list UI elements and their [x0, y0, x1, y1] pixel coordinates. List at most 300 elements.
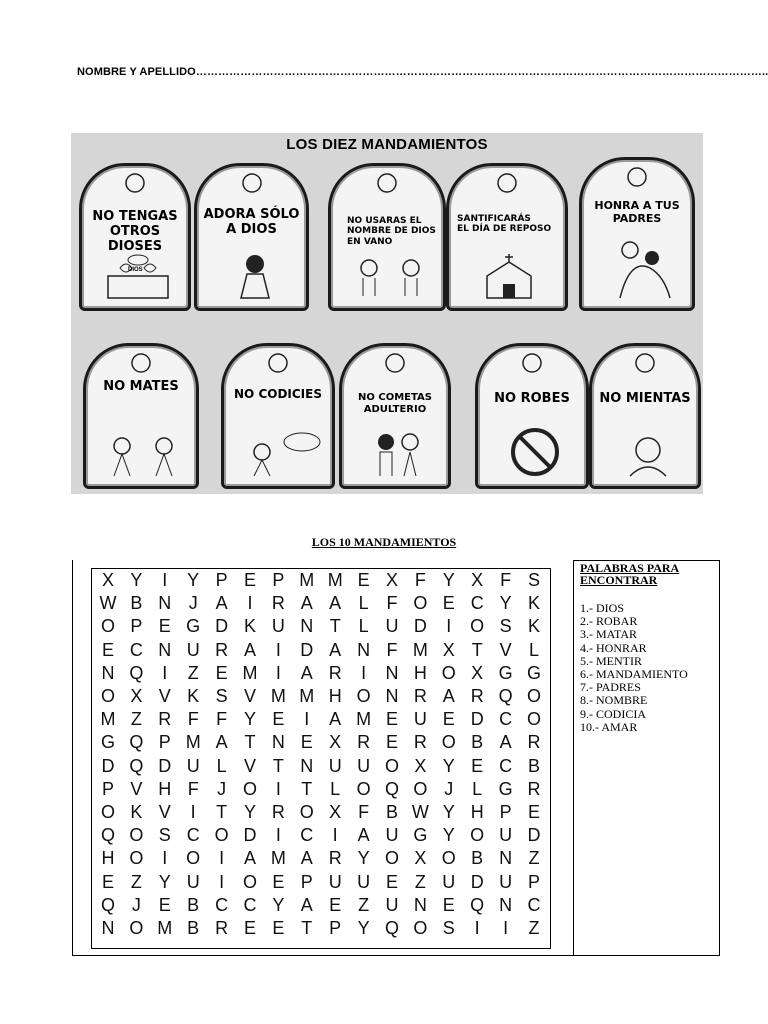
grid-letter[interactable]: N — [499, 894, 513, 915]
grid-letter[interactable]: E — [471, 755, 484, 776]
tablet-text: NO CODICIES — [234, 387, 322, 401]
grid-letter[interactable]: Z — [130, 871, 142, 892]
grid-letter[interactable]: A — [243, 639, 256, 660]
grid-letter[interactable]: Z — [130, 709, 142, 730]
grid-letter[interactable]: B — [471, 732, 484, 753]
word-item: 1.- DIOS — [580, 601, 624, 615]
grid-letter[interactable]: Y — [357, 848, 370, 869]
couple-icon — [350, 432, 446, 478]
grid-letter[interactable]: C — [215, 894, 229, 915]
grid-letter[interactable]: L — [216, 755, 227, 776]
grid-letter[interactable]: E — [385, 732, 398, 753]
grid-letter[interactable]: Q — [384, 918, 399, 938]
no-stealing-icon — [486, 426, 584, 478]
grid-letter[interactable]: U — [385, 616, 399, 637]
grid-letter[interactable]: C — [300, 825, 314, 846]
grid-letter[interactable]: Q — [384, 778, 399, 799]
grid-letter[interactable]: D — [470, 871, 484, 892]
grid-letter[interactable]: E — [272, 709, 285, 730]
grid-letter[interactable]: Q — [129, 755, 144, 776]
grid-letter[interactable]: H — [101, 848, 115, 869]
grid-letter[interactable]: U — [499, 871, 513, 892]
grid-letter[interactable]: E — [442, 894, 455, 915]
grid-letter[interactable]: U — [328, 871, 342, 892]
tablet-text: NO MIENTAS — [599, 391, 691, 406]
grid-letter[interactable]: Y — [442, 802, 455, 822]
grid-letter[interactable]: U — [442, 871, 456, 892]
grid-letter[interactable]: H — [413, 662, 427, 683]
grid-letter[interactable]: V — [243, 755, 256, 776]
grid-letter[interactable]: G — [413, 825, 428, 846]
word-item: 6.- MANDAMIENTO — [580, 667, 688, 681]
grid-letter[interactable]: A — [300, 662, 313, 683]
grid-letter[interactable]: J — [217, 778, 227, 799]
grid-letter[interactable]: I — [247, 593, 253, 614]
numeral-icon — [124, 172, 146, 194]
grid-letter[interactable]: D — [527, 825, 541, 846]
grid-letter[interactable]: C — [129, 639, 143, 660]
grid-letter[interactable]: C — [527, 894, 541, 915]
grid-letter[interactable]: U — [186, 871, 200, 892]
grid-letter[interactable]: U — [357, 755, 371, 776]
grid-letter[interactable]: Z — [528, 848, 540, 869]
grid-letter[interactable]: I — [275, 639, 281, 660]
grid-letter[interactable]: Q — [100, 825, 115, 846]
grid-letter[interactable]: O — [413, 778, 428, 799]
grid-letter[interactable]: F — [358, 802, 370, 822]
grid-letter[interactable]: T — [272, 755, 284, 776]
grid-letter[interactable]: O — [186, 848, 201, 869]
grid-letter[interactable]: Y — [243, 709, 256, 730]
tablet-8 — [339, 343, 451, 489]
grid-letter[interactable]: B — [187, 918, 200, 938]
grid-letter[interactable]: J — [444, 778, 454, 799]
grid-letter[interactable]: J — [131, 894, 141, 915]
grid-letter[interactable]: N — [158, 639, 172, 660]
grid-letter[interactable]: E — [101, 639, 114, 660]
grid-letter[interactable]: A — [215, 732, 228, 753]
grid-letter[interactable]: I — [162, 662, 168, 683]
grid-letter[interactable]: O — [214, 825, 229, 846]
grid-letter[interactable]: O — [299, 802, 314, 822]
grid-letter[interactable]: A — [442, 686, 455, 706]
tablet-10 — [589, 343, 701, 489]
grid-letter[interactable]: W — [411, 802, 429, 822]
grid-letter[interactable]: X — [414, 848, 427, 869]
grid-letter[interactable]: F — [500, 570, 512, 590]
tablet-text: HONRA A TUS PADRES — [594, 199, 680, 225]
grid-letter[interactable]: I — [332, 825, 338, 846]
grid-letter[interactable]: U — [499, 825, 513, 846]
grid-letter[interactable]: E — [357, 570, 370, 590]
hugging-family-icon — [590, 240, 690, 300]
grid-letter[interactable]: V — [243, 686, 256, 706]
grid-letter[interactable]: N — [101, 918, 115, 938]
grid-letter[interactable]: O — [356, 778, 371, 799]
grid-letter[interactable]: N — [271, 732, 285, 753]
grid-letter[interactable]: O — [129, 848, 144, 869]
grid-letter[interactable]: E — [329, 894, 342, 915]
grid-letter[interactable]: H — [328, 686, 342, 706]
grid-letter[interactable]: O — [413, 593, 428, 614]
grid-letter[interactable]: N — [300, 755, 314, 776]
grid-letter[interactable]: S — [158, 825, 171, 846]
children-talking-icon — [339, 254, 441, 300]
grid-letter[interactable]: E — [385, 709, 398, 730]
grid-letter[interactable]: F — [386, 639, 398, 660]
numeral-icon — [384, 352, 406, 374]
grid-letter[interactable]: J — [188, 593, 198, 614]
tablet-text: SANTIFICARÁS EL DÍA DE REPOSO — [457, 214, 552, 235]
grid-letter[interactable]: E — [243, 570, 256, 590]
grid-letter[interactable]: M — [185, 732, 201, 753]
grid-letter[interactable]: A — [499, 732, 512, 753]
grid-letter[interactable]: M — [327, 570, 343, 590]
grid-letter[interactable]: Q — [129, 732, 144, 753]
grid-letter[interactable]: P — [499, 802, 512, 822]
grid-letter[interactable]: D — [470, 709, 484, 730]
grid-letter[interactable]: O — [526, 709, 541, 730]
grid-letter[interactable]: A — [300, 848, 313, 869]
envious-child-icon — [232, 432, 330, 478]
grid-letter[interactable]: C — [470, 593, 484, 614]
grid-letter[interactable]: Y — [187, 570, 200, 590]
grid-letter[interactable]: A — [300, 894, 313, 915]
grid-letter[interactable]: K — [187, 686, 200, 706]
grid-letter[interactable]: F — [216, 709, 228, 730]
grid-letter[interactable]: E — [442, 593, 455, 614]
grid-letter[interactable]: E — [385, 871, 398, 892]
grid-letter[interactable]: L — [358, 616, 369, 637]
grid-letter[interactable]: M — [299, 570, 315, 590]
grid-letter[interactable]: E — [243, 918, 256, 938]
grid-letter[interactable]: I — [219, 848, 225, 869]
grid-letter[interactable]: A — [329, 709, 342, 730]
grid-letter[interactable]: Y — [357, 918, 370, 938]
grid-letter[interactable]: P — [527, 871, 540, 892]
grid-letter[interactable]: S — [527, 570, 540, 590]
grid-letter[interactable]: O — [441, 732, 456, 753]
grid-letter[interactable]: P — [300, 871, 313, 892]
grid-letter[interactable]: E — [442, 709, 455, 730]
grid-letter[interactable]: L — [358, 593, 369, 614]
grid-letter[interactable]: R — [215, 639, 229, 660]
grid-letter[interactable]: P — [329, 918, 342, 938]
numeral-icon — [241, 172, 263, 194]
grid-letter[interactable]: K — [527, 616, 540, 637]
altar-illustration-icon — [90, 254, 186, 300]
grid-letter[interactable]: I — [190, 802, 196, 822]
numeral-icon — [496, 172, 518, 194]
grid-letter[interactable]: N — [413, 894, 427, 915]
wordsearch-title: LOS 10 MANDAMIENTOS — [311, 535, 457, 549]
grid-letter[interactable]: O — [526, 686, 541, 706]
grid-letter[interactable]: Y — [442, 825, 455, 846]
grid-letter[interactable]: A — [215, 593, 228, 614]
grid-letter[interactable]: Z — [187, 662, 199, 683]
grid-letter[interactable]: B — [130, 593, 143, 614]
grid-letter[interactable]: Q — [498, 686, 513, 706]
grid-letter[interactable]: O — [242, 871, 257, 892]
grid-letter[interactable]: N — [357, 639, 371, 660]
grid-letter[interactable]: I — [361, 662, 367, 683]
grid-letter[interactable]: C — [186, 825, 200, 846]
grid-letter[interactable]: O — [470, 825, 485, 846]
grid-letter[interactable]: B — [527, 755, 540, 776]
grid-letter[interactable]: S — [499, 616, 512, 637]
grid-letter[interactable]: R — [215, 918, 229, 938]
commandments-poster — [71, 133, 703, 494]
grid-letter[interactable]: C — [499, 709, 513, 730]
grid-letter[interactable]: R — [158, 709, 172, 730]
grid-letter[interactable]: N — [385, 686, 399, 706]
numeral-icon — [267, 352, 289, 374]
grid-letter[interactable]: E — [272, 871, 285, 892]
grid-letter[interactable]: R — [357, 732, 371, 753]
grid-letter[interactable]: V — [499, 639, 512, 660]
grid-letter[interactable]: O — [441, 662, 456, 683]
grid-letter[interactable]: O — [356, 686, 371, 706]
grid-letter[interactable]: M — [270, 848, 286, 869]
grid-letter[interactable]: X — [101, 570, 114, 590]
grid-letter[interactable]: O — [470, 616, 485, 637]
grid-letter[interactable]: R — [527, 732, 541, 753]
grid-letter[interactable]: Z — [528, 918, 540, 938]
grid-letter[interactable]: N — [158, 593, 172, 614]
grid-letter[interactable]: N — [300, 616, 314, 637]
grid-letter[interactable]: S — [442, 918, 455, 938]
tablet-text: NO ROBES — [494, 391, 570, 406]
tablet-1 — [79, 163, 191, 311]
grid-letter[interactable]: O — [100, 802, 115, 822]
grid-letter[interactable]: U — [186, 755, 200, 776]
grid-letter[interactable]: T — [329, 616, 341, 637]
grid-letter[interactable]: Y — [130, 570, 143, 590]
grid-letter[interactable]: U — [186, 639, 200, 660]
lying-child-icon — [600, 432, 696, 478]
grid-letter[interactable]: T — [216, 802, 228, 822]
grid-letter[interactable]: D — [101, 755, 115, 776]
grid-letter[interactable]: T — [244, 732, 256, 753]
grid-letter[interactable]: U — [385, 894, 399, 915]
grid-letter[interactable]: E — [158, 894, 171, 915]
grid-letter[interactable]: M — [157, 918, 173, 938]
grid-letter[interactable]: I — [275, 662, 281, 683]
grid-letter[interactable]: W — [99, 593, 117, 614]
grid-letter[interactable]: R — [413, 686, 427, 706]
grid-letter[interactable]: E — [101, 871, 114, 892]
grid-letter[interactable]: U — [271, 616, 285, 637]
word-item: 9.- CODICIA — [580, 706, 646, 721]
grid-letter[interactable]: G — [100, 732, 115, 753]
word-item: 10.- AMAR — [580, 719, 638, 734]
grid-letter[interactable]: M — [242, 662, 258, 683]
children-fighting-icon — [94, 432, 194, 478]
grid-letter[interactable]: C — [243, 894, 257, 915]
grid-letter[interactable]: X — [471, 662, 484, 683]
grid-letter[interactable]: Z — [358, 894, 370, 915]
church-icon — [457, 254, 563, 300]
grid-letter[interactable]: G — [186, 616, 201, 637]
grid-letter[interactable]: B — [385, 802, 398, 822]
grid-letter[interactable]: Q — [100, 894, 115, 915]
grid-letter[interactable]: X — [442, 639, 455, 660]
grid-letter[interactable]: U — [357, 871, 371, 892]
grid-letter[interactable]: A — [243, 848, 256, 869]
grid-letter[interactable]: P — [215, 570, 228, 590]
grid-letter[interactable]: D — [215, 616, 229, 637]
grid-letter[interactable]: D — [243, 825, 257, 846]
grid-letter[interactable]: F — [187, 778, 199, 799]
grid-letter[interactable]: O — [242, 778, 257, 799]
grid-letter[interactable]: I — [162, 570, 168, 590]
grid-letter[interactable]: M — [412, 639, 428, 660]
grid-letter[interactable]: Y — [442, 570, 455, 590]
grid-letter[interactable]: N — [101, 662, 115, 683]
grid-letter[interactable]: X — [329, 732, 342, 753]
grid-letter[interactable]: X — [385, 570, 398, 590]
tablet-text: ADORA SÓLO A DIOS — [203, 207, 300, 237]
grid-letter[interactable]: U — [328, 755, 342, 776]
grid-letter[interactable]: R — [271, 802, 285, 822]
grid-letter[interactable]: K — [527, 593, 540, 614]
grid-letter[interactable]: U — [385, 825, 399, 846]
grid-letter[interactable]: T — [301, 918, 313, 938]
grid-letter[interactable]: I — [446, 616, 452, 637]
grid-letter[interactable]: A — [329, 593, 342, 614]
grid-letter[interactable]: D — [158, 755, 172, 776]
grid-letter[interactable]: O — [100, 616, 115, 637]
grid-letter[interactable]: Y — [272, 894, 285, 915]
grid-letter[interactable]: F — [414, 570, 426, 590]
grid-letter[interactable]: O — [413, 918, 428, 938]
grid-letter[interactable]: T — [471, 639, 483, 660]
grid-letter[interactable]: I — [219, 871, 225, 892]
grid-letter[interactable]: U — [413, 709, 427, 730]
tablet-5 — [579, 157, 695, 311]
grid-letter[interactable]: X — [471, 570, 484, 590]
grid-letter[interactable]: H — [158, 778, 172, 799]
grid-letter[interactable]: E — [272, 918, 285, 938]
grid-letter[interactable]: O — [384, 755, 399, 776]
grid-letter[interactable]: K — [130, 802, 143, 822]
tablet-9 — [475, 343, 589, 489]
word-item: 2.- ROBAR — [580, 614, 638, 629]
grid-letter[interactable]: A — [357, 825, 370, 846]
grid-letter[interactable]: A — [329, 639, 342, 660]
grid-letter[interactable]: V — [130, 778, 143, 799]
grid-letter[interactable]: M — [299, 686, 315, 706]
grid-letter[interactable]: B — [471, 848, 484, 869]
grid-letter[interactable]: E — [215, 662, 228, 683]
grid-letter[interactable]: Y — [243, 802, 256, 822]
grid-letter[interactable]: I — [162, 848, 168, 869]
grid-letter[interactable]: K — [243, 616, 256, 637]
grid-letter[interactable]: Y — [499, 593, 512, 614]
grid-letter[interactable]: R — [470, 686, 484, 706]
grid-letter[interactable]: P — [272, 570, 285, 590]
grid-letter[interactable]: I — [275, 778, 281, 799]
grid-letter[interactable]: G — [498, 662, 513, 683]
grid-letter[interactable]: Z — [414, 871, 426, 892]
tablet-6 — [83, 343, 199, 489]
grid-letter[interactable]: R — [527, 778, 541, 799]
grid-letter[interactable]: H — [470, 802, 484, 822]
numeral-icon — [634, 352, 656, 374]
grid-letter[interactable]: F — [187, 709, 199, 730]
grid-letter[interactable]: L — [528, 639, 539, 660]
grid-letter[interactable]: I — [474, 918, 480, 938]
grid-letter[interactable]: V — [158, 802, 171, 822]
grid-letter[interactable]: T — [301, 778, 313, 799]
grid-letter[interactable]: B — [187, 894, 200, 915]
grid-letter[interactable]: X — [329, 802, 342, 822]
grid-letter[interactable]: M — [356, 709, 372, 730]
grid-letter[interactable]: I — [275, 825, 281, 846]
grid-letter[interactable]: V — [158, 686, 171, 706]
grid-letter[interactable]: R — [413, 732, 427, 753]
tablet-text: NO USARAS EL NOMBRE DE DIOS EN VANO — [347, 216, 436, 247]
grid-letter[interactable]: S — [215, 686, 228, 706]
grid-letter[interactable]: O — [441, 848, 456, 869]
grid-letter[interactable]: Y — [442, 755, 455, 776]
praying-child-icon — [205, 254, 304, 300]
grid-letter[interactable]: E — [158, 616, 171, 637]
grid-letter[interactable]: E — [300, 732, 313, 753]
grid-letter[interactable]: P — [158, 732, 171, 753]
grid-letter[interactable]: O — [384, 848, 399, 869]
tablet-text: NO TENGAS OTROS DIOSES — [92, 209, 178, 254]
grid-letter[interactable]: A — [300, 593, 313, 614]
grid-letter[interactable]: C — [499, 755, 513, 776]
grid-letter[interactable]: X — [414, 755, 427, 776]
wordsearch-divider — [573, 560, 574, 956]
grid-letter[interactable]: R — [328, 848, 342, 869]
grid-letter[interactable]: O — [129, 918, 144, 938]
word-item: 5.- MENTIR — [580, 653, 642, 668]
grid-letter[interactable]: Q — [470, 894, 485, 915]
grid-letter[interactable]: G — [526, 662, 541, 683]
grid-letter[interactable]: D — [413, 616, 427, 637]
grid-letter[interactable]: G — [498, 778, 513, 799]
grid-letter[interactable]: D — [300, 639, 314, 660]
grid-letter[interactable]: L — [330, 778, 341, 799]
grid-letter[interactable]: I — [304, 709, 310, 730]
grid-letter[interactable]: I — [503, 918, 509, 938]
grid-letter[interactable]: M — [270, 686, 286, 706]
grid-letter[interactable]: Q — [129, 662, 144, 683]
numeral-icon — [130, 352, 152, 374]
tablet-text: NO COMETAS ADULTERIO — [358, 392, 432, 415]
name-field-label: NOMBRE Y APELLIDO……………………………………………………………………………………………………………………………………….. — [77, 66, 768, 78]
tablet-7 — [221, 343, 335, 489]
grid-letter[interactable]: O — [100, 686, 115, 706]
grid-letter[interactable]: E — [527, 802, 540, 822]
grid-letter[interactable]: N — [385, 662, 399, 683]
grid-letter[interactable]: O — [129, 825, 144, 846]
grid-letter[interactable]: M — [100, 709, 116, 730]
grid-letter[interactable]: R — [328, 662, 342, 683]
grid-letter[interactable]: P — [130, 616, 143, 637]
grid-letter[interactable]: L — [472, 778, 483, 799]
numeral-icon — [376, 172, 398, 194]
grid-letter[interactable]: R — [271, 593, 285, 614]
grid-letter[interactable]: F — [386, 593, 398, 614]
grid-letter[interactable]: N — [499, 848, 513, 869]
grid-letter[interactable]: X — [130, 686, 143, 706]
grid-letter[interactable]: Y — [158, 871, 171, 892]
grid-letter[interactable]: P — [101, 778, 114, 799]
